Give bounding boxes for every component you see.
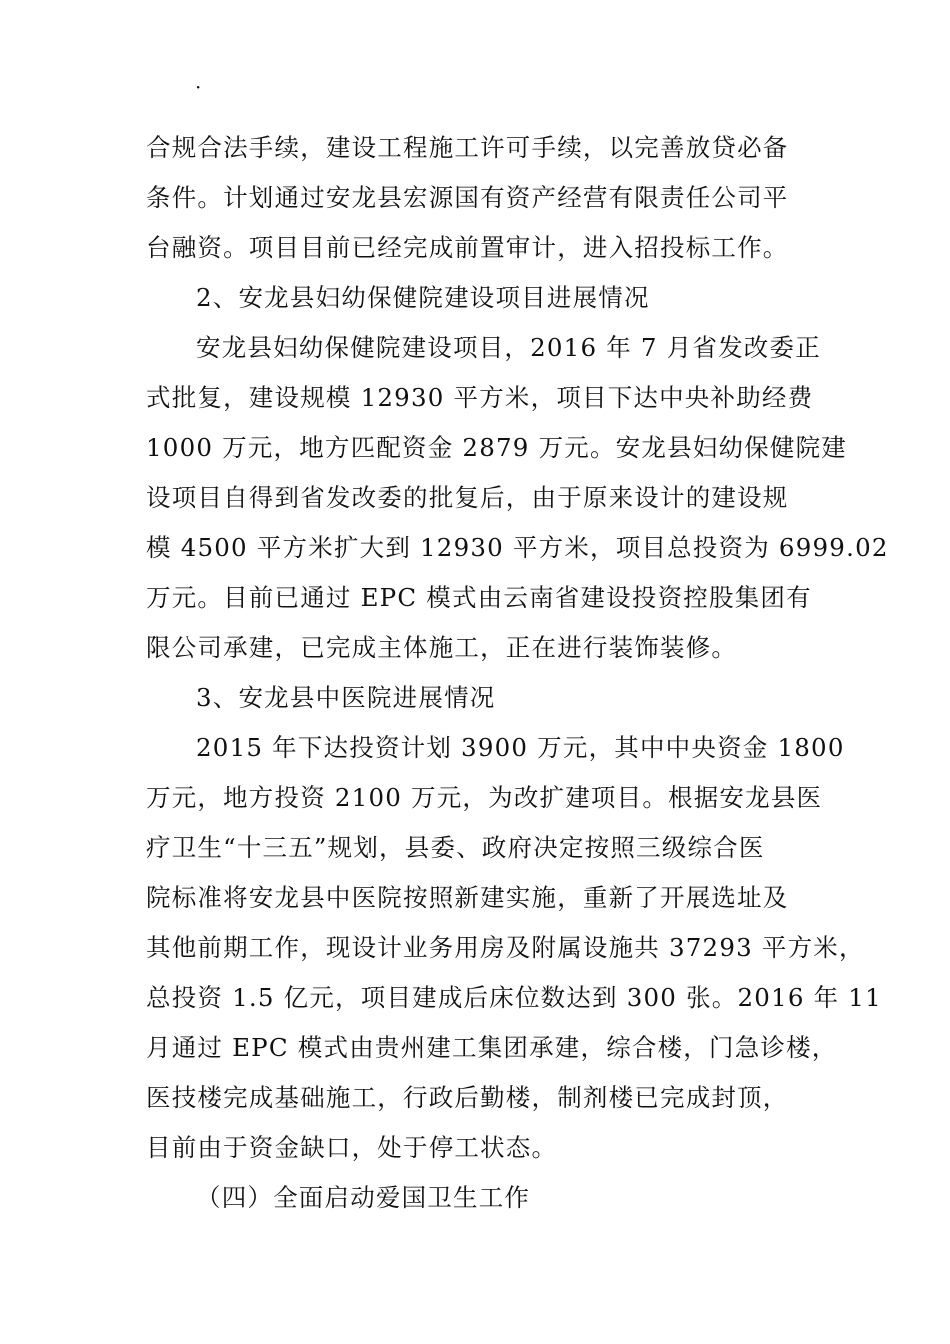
- body-text-line: 总投资 1.5 亿元，项目建成后床位数达到 300 张。2016 年 11: [146, 983, 882, 1012]
- page-marker: ·: [195, 75, 202, 99]
- body-text-line: 条件。计划通过安龙县宏源国有资产经营有限责任公司平: [146, 183, 789, 212]
- body-text-line: 万元。目前已通过 EPC 模式由云南省建设投资控股集团有: [146, 583, 812, 612]
- body-text-line: 目前由于资金缺口，处于停工状态。: [146, 1133, 558, 1162]
- body-text-line: 设项目自得到省发改委的批复后，由于原来设计的建设规: [146, 483, 789, 512]
- section-heading-four: （四）全面启动爱国卫生工作: [196, 1183, 531, 1212]
- body-text-line: 安龙县妇幼保健院建设项目，2016 年 7 月省发改委正: [196, 333, 821, 362]
- body-text-line: 模 4500 平方米扩大到 12930 平方米，项目总投资为 6999.02: [146, 533, 889, 562]
- body-text-line: 台融资。项目目前已经完成前置审计，进入招投标工作。: [146, 233, 789, 262]
- body-text-line: 月通过 EPC 模式由贵州建工集团承建，综合楼，门急诊楼，: [146, 1033, 838, 1062]
- body-text-line: 院标准将安龙县中医院按照新建实施，重新了开展选址及: [146, 883, 789, 912]
- body-text-line: 医技楼完成基础施工，行政后勤楼，制剂楼已完成封顶，: [146, 1083, 789, 1112]
- section-heading-2: 2、安龙县妇幼保健院建设项目进展情况: [196, 283, 650, 312]
- body-text-line: 其他前期工作，现设计业务用房及附属设施共 37293 平方米，: [146, 933, 865, 962]
- body-text-line: 式批复，建设规模 12930 平方米，项目下达中央补助经费: [146, 383, 814, 412]
- body-text-line: 合规合法手续，建设工程施工许可手续，以完善放贷必备: [146, 133, 789, 162]
- body-text-line: 2015 年下达投资计划 3900 万元，其中中央资金 1800: [196, 733, 845, 762]
- section-heading-3: 3、安龙县中医院进展情况: [196, 683, 496, 712]
- body-text-line: 万元，地方投资 2100 万元，为改扩建项目。根据安龙县医: [146, 783, 823, 812]
- body-text-line: 限公司承建，已完成主体施工，正在进行装饰装修。: [146, 633, 738, 662]
- body-text-line: 疗卫生“十三五”规划，县委、政府决定按照三级综合医: [146, 833, 765, 862]
- body-text-line: 1000 万元，地方匹配资金 2879 万元。安龙县妇幼保健院建: [146, 433, 847, 462]
